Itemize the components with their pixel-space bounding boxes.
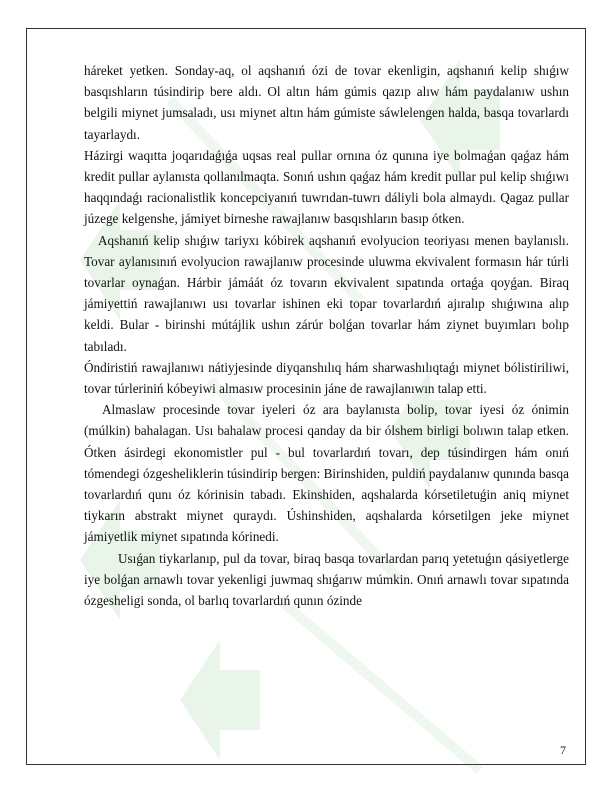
document-body [84, 60, 569, 611]
paragraph-1: háreket yetken. Sonday-aq, ol aqshanıń ózi de tovar ekenligin, aqshanıń kelip shıǵıw basqıshların túsindirip bere aldı. Ol altın hám gúmis qazıp alıw hám paydalanıw ushın belgili miynet jumsaladı, usı miynet altın hám gúmiste sáwlelengen halda, basqa tovarlardı tayarlaydı. [84, 63, 569, 142]
paragraph-3: Aqshanıń kelip shıǵıw tariyxı kóbirek aqshanıń evolyucion teoriyası menen baylanıslı. Tovar aylanısınıń evolyucion rawajlanıw procesinde uluwma ekvivalent formasın hár túrli tovarlar oynaǵan. Hárbir jámáát óz tovarın ekvivalent sıpatında ortaǵa qoyǵan. Biraq jámiyettiń rawajlanıwı usı tovarlar ishinen eki topar tovarlardıń ajıralıp shıǵıwına alıp keldi. Bular - birinshi mútájlik ushın zárúr bolǵan tovarlar hám ziynet buyımları bolıp tabıladı. [84, 232, 569, 354]
paragraph-2: Házirgi waqıtta joqarıdaǵıǵa uqsas real pullar ornına óz qunına iye bolmaǵan qaǵaz hám kredit pullar aylanısta qollanılmaqta. Sonıń ushın qaǵaz hám kredit pullar pul kelip shıǵıwı haqqındaǵı racionalistlik koncepciyanıń tuwrıdan-tuwrı dáliyli bola almaydı. Qagaz pullar júzege kelgenshe, jámiyet birneshe rawajlanıw basqıshların basıp ótken. [84, 147, 569, 227]
paragraph-4: Óndiristiń rawajlanıwı nátiyjesinde diyqanshılıq hám sharwashılıqtaǵı miynet bólistiriliwi, tovar túrleriniń kóbeyiwi almasıw procesinin jáne de rawajlanıwın talap etti. [84, 359, 569, 397]
page-number: 7 [560, 743, 566, 757]
paragraph-6: Usıǵan tiykarlanıp, pul da tovar, biraq basqa tovarlardan parıq yetetuǵın qásiyetlerge iye bolǵan arnawlı tovar yekenligi juwmaq shıǵarıw múmkin. Onıń arnawlı tovar sıpatında ózgesheligi sonda, ol barlıq tovarlardıń qunın ózinde [84, 550, 569, 609]
paragraph-5: Almaslaw procesinde tovar iyeleri óz ara baylanısta bolip, tovar iyesi óz ónimin (múlkin) bahalagan. Usı bahalaw procesi qanday da bir ólshem birligi bolıwın talap etken. Ótken ásirdegi ekonomistler pul - bul tovarlardıń tovarı, dep túsindirgen hám onıń tómendegi ózgesheliklerin túsindirip bergen: Birinshiden, puldiń paydalanıw qunında basqa tovarlardıń qunı óz kórinisin tabadı. Ekinshiden, aqshalarda kórsetiletuǵin aniq miynet tiykarın abstrakt miynet quraydı. Úshinshiden, aqshalarda kórsetilgen jeke miynet jámiyetlik miynet sıpatında kórinedi. [84, 402, 569, 545]
